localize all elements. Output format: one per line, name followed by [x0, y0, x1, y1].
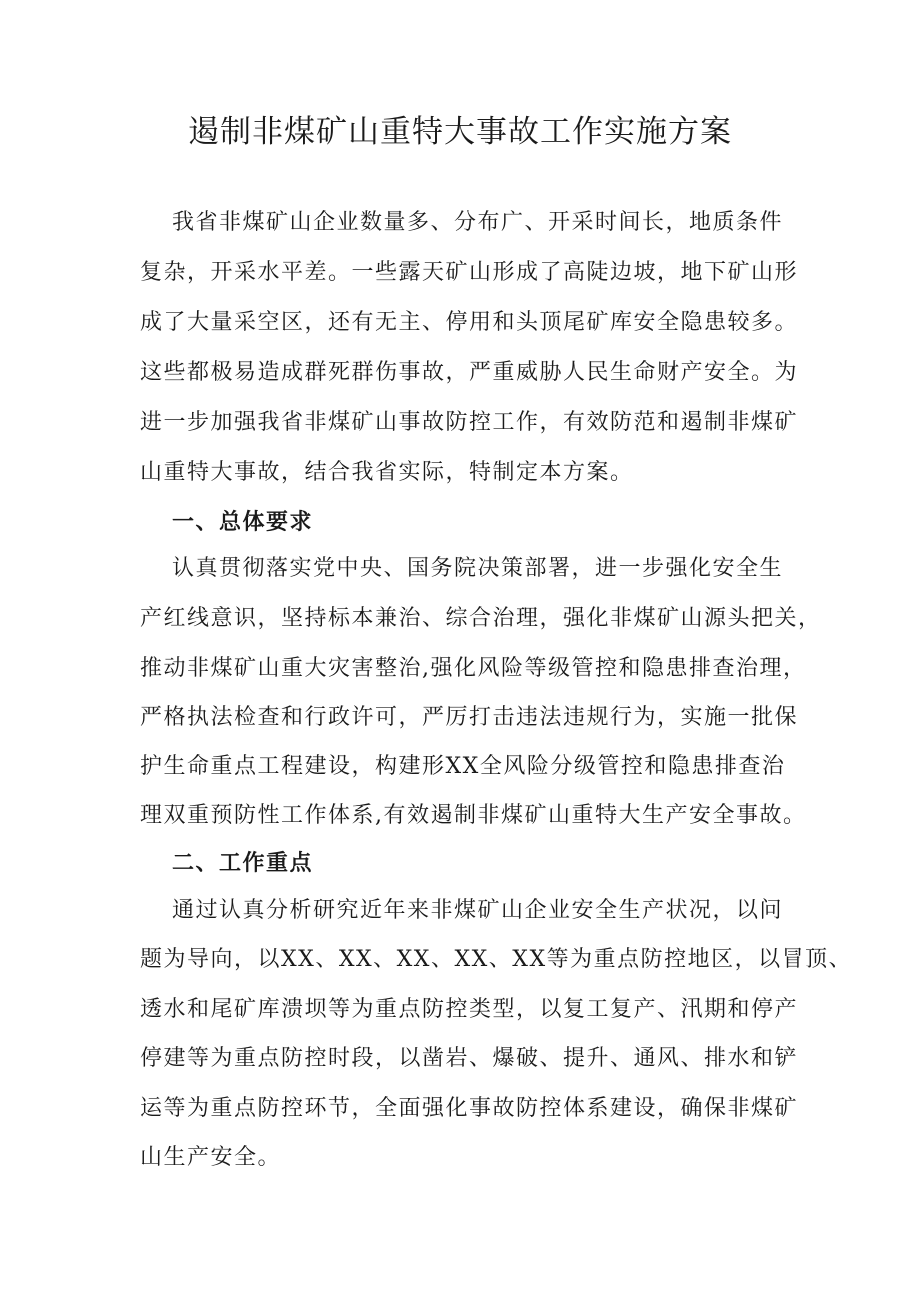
section-heading-overall-requirements: 一、总体要求: [172, 509, 314, 535]
intro-line-3: 成了大量采空区，还有无主、停用和头顶尾矿库安全隐患较多。: [140, 310, 799, 335]
intro-line-1: 我省非煤矿山企业数量多、分布广、开采时间长，地质条件: [172, 210, 784, 235]
section1-line-1: 认真贯彻落实党中央、国务院决策部署，进一步强化安全生: [172, 556, 784, 581]
section2-line-4: 停建等为重点防控时段，以凿岩、爆破、提升、通风、排水和铲: [140, 1046, 799, 1071]
section2-line-2: 题为导向，以XX、XX、XX、XX、XX等为重点防控地区，以冒顶、: [140, 947, 853, 972]
section1-line-2: 产红线意识，坚持标本兼治、综合治理，强化非煤矿山源头把关，: [140, 606, 822, 631]
intro-line-5: 进一步加强我省非煤矿山事故防控工作，有效防范和遏制非煤矿: [140, 410, 799, 435]
section1-line-6: 理双重预防性工作体系,有效遏制非煤矿山重特大生产安全事故。: [140, 803, 807, 828]
section1-line-5: 护生命重点工程建设，构建形XX全风险分级管控和隐患排查治: [140, 754, 786, 779]
section2-line-6: 山生产安全。: [140, 1145, 282, 1170]
intro-line-2: 复杂，开采水平差。一些露天矿山形成了高陡边坡，地下矿山形: [140, 260, 799, 285]
section2-line-5: 运等为重点防控环节，全面强化事故防控体系建设，确保非煤矿: [140, 1096, 799, 1121]
intro-line-4: 这些都极易造成群死群伤事故，严重威胁人民生命财产安全。为: [140, 360, 799, 385]
section1-line-4: 严格执法检查和行政许可，严厉打击违法违规行为，实施一批保: [140, 705, 799, 730]
section1-line-3: 推动非煤矿山重大灾害整治,强化风险等级管控和隐患排查治理，: [140, 656, 807, 681]
section-heading-work-focus: 二、工作重点: [172, 850, 314, 876]
intro-line-6: 山重特大事故，结合我省实际，特制定本方案。: [140, 460, 634, 485]
document-title: 遏制非煤矿山重特大事故工作实施方案: [188, 114, 732, 150]
section2-line-1: 通过认真分析研究近年来非煤矿山企业安全生产状况，以问: [172, 898, 784, 923]
section2-line-3: 透水和尾矿库溃坝等为重点防控类型，以复工复产、汛期和停产: [140, 997, 799, 1022]
